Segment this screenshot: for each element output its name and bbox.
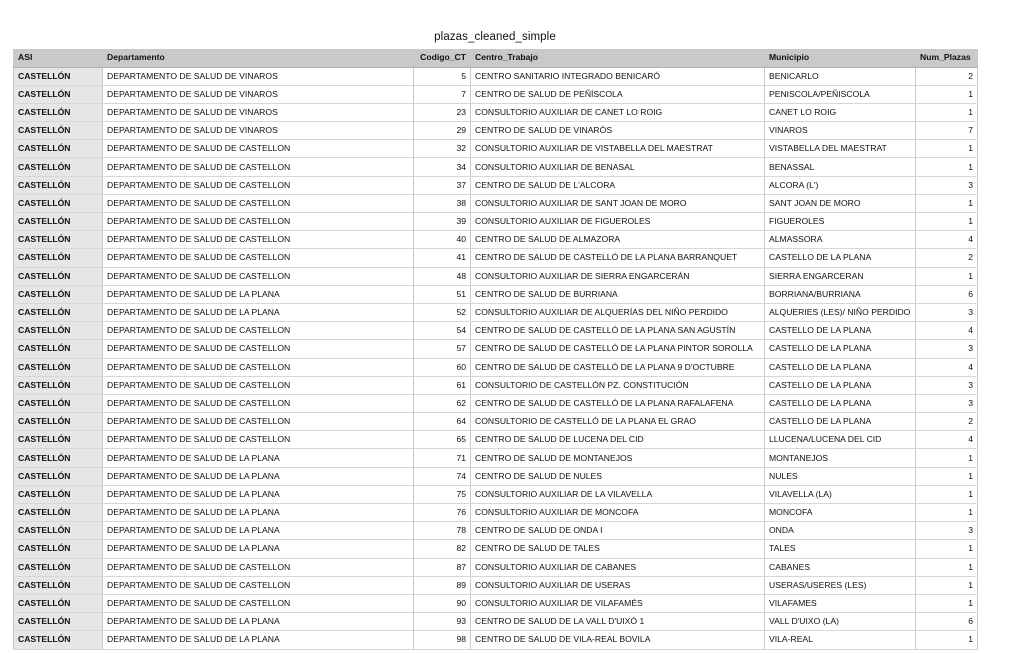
table-row[interactable] [14, 194, 978, 212]
municipio-cell[interactable]: FIGUEROLES [765, 213, 916, 231]
table-row[interactable] [14, 340, 978, 358]
municipio-cell[interactable]: CASTELLO DE LA PLANA [765, 394, 916, 412]
table-row[interactable] [14, 613, 978, 631]
asi-cell[interactable]: CASTELLÓN [14, 449, 103, 467]
municipio-cell[interactable]: MONTANEJOS [765, 449, 916, 467]
num-plazas-cell[interactable]: 2 [916, 249, 978, 267]
codigo-ct-cell[interactable]: 5 [414, 67, 471, 85]
centro-trabajo-cell[interactable]: CONSULTORIO AUXILIAR DE VISTABELLA DEL MAESTRAT [471, 140, 765, 158]
num-plazas-cell[interactable]: 1 [916, 449, 978, 467]
municipio-cell[interactable]: CABANES [765, 558, 916, 576]
codigo-ct-cell[interactable]: 39 [414, 213, 471, 231]
centro-trabajo-cell[interactable]: CENTRO DE SALUD DE NULES [471, 467, 765, 485]
codigo-ct-cell[interactable]: 38 [414, 194, 471, 212]
table-row[interactable] [14, 158, 978, 176]
num-plazas-cell[interactable]: 3 [916, 303, 978, 321]
num-plazas-cell[interactable]: 1 [916, 103, 978, 121]
codigo-ct-cell[interactable]: 51 [414, 285, 471, 303]
codigo-ct-cell[interactable]: 64 [414, 413, 471, 431]
num-plazas-cell[interactable]: 1 [916, 558, 978, 576]
asi-cell[interactable]: CASTELLÓN [14, 613, 103, 631]
departamento-cell[interactable]: DEPARTAMENTO DE SALUD DE LA PLANA [103, 303, 414, 321]
asi-cell[interactable]: CASTELLÓN [14, 122, 103, 140]
departamento-cell[interactable]: DEPARTAMENTO DE SALUD DE CASTELLON [103, 231, 414, 249]
centro-trabajo-cell[interactable]: CONSULTORIO AUXILIAR DE MONCOFA [471, 504, 765, 522]
table-row[interactable] [14, 67, 978, 85]
centro-trabajo-cell[interactable]: CENTRO DE SALUD DE CASTELLÓ DE LA PLANA RAFALAFENA [471, 394, 765, 412]
column-header-asi[interactable]: ASI [14, 49, 103, 67]
departamento-cell[interactable]: DEPARTAMENTO DE SALUD DE CASTELLON [103, 158, 414, 176]
municipio-cell[interactable]: BENICARLO [765, 67, 916, 85]
centro-trabajo-cell[interactable]: CENTRO DE SALUD DE VILA-REAL BOVILA [471, 631, 765, 649]
municipio-cell[interactable]: USERAS/USERES (LES) [765, 576, 916, 594]
municipio-cell[interactable]: VISTABELLA DEL MAESTRAT [765, 140, 916, 158]
municipio-cell[interactable]: CASTELLO DE LA PLANA [765, 358, 916, 376]
table-row[interactable] [14, 631, 978, 649]
asi-cell[interactable]: CASTELLÓN [14, 504, 103, 522]
centro-trabajo-cell[interactable]: CENTRO DE SALUD DE CASTELLÓ DE LA PLANA PINTOR SOROLLA [471, 340, 765, 358]
codigo-ct-cell[interactable]: 74 [414, 467, 471, 485]
municipio-cell[interactable]: CASTELLO DE LA PLANA [765, 376, 916, 394]
asi-cell[interactable]: CASTELLÓN [14, 249, 103, 267]
table-row[interactable] [14, 358, 978, 376]
codigo-ct-cell[interactable]: 62 [414, 394, 471, 412]
centro-trabajo-cell[interactable]: CONSULTORIO AUXILIAR DE ALQUERÍAS DEL NIÑO PERDIDO [471, 303, 765, 321]
municipio-cell[interactable]: VALL D'UIXO (LA) [765, 613, 916, 631]
asi-cell[interactable]: CASTELLÓN [14, 303, 103, 321]
num-plazas-cell[interactable]: 1 [916, 158, 978, 176]
codigo-ct-cell[interactable]: 87 [414, 558, 471, 576]
departamento-cell[interactable]: DEPARTAMENTO DE SALUD DE CASTELLON [103, 176, 414, 194]
codigo-ct-cell[interactable]: 23 [414, 103, 471, 121]
codigo-ct-cell[interactable]: 29 [414, 122, 471, 140]
asi-cell[interactable]: CASTELLÓN [14, 413, 103, 431]
asi-cell[interactable]: CASTELLÓN [14, 140, 103, 158]
asi-cell[interactable]: CASTELLÓN [14, 376, 103, 394]
departamento-cell[interactable]: DEPARTAMENTO DE SALUD DE CASTELLON [103, 576, 414, 594]
departamento-cell[interactable]: DEPARTAMENTO DE SALUD DE VINAROS [103, 67, 414, 85]
municipio-cell[interactable]: ALQUERIES (LES)/ NIÑO PERDIDO [765, 303, 916, 321]
num-plazas-cell[interactable]: 4 [916, 431, 978, 449]
num-plazas-cell[interactable]: 3 [916, 376, 978, 394]
centro-trabajo-cell[interactable]: CONSULTORIO DE CASTELLÓ DE LA PLANA EL GRAO [471, 413, 765, 431]
centro-trabajo-cell[interactable]: CONSULTORIO AUXILIAR DE VILAFAMÉS [471, 594, 765, 612]
centro-trabajo-cell[interactable]: CENTRO SANITARIO INTEGRADO BENICARÓ [471, 67, 765, 85]
column-header-codigo-ct[interactable]: Codigo_CT [414, 49, 471, 67]
codigo-ct-cell[interactable]: 34 [414, 158, 471, 176]
codigo-ct-cell[interactable]: 60 [414, 358, 471, 376]
centro-trabajo-cell[interactable]: CENTRO DE SALUD DE CASTELLÓ DE LA PLANA SAN AGUSTÍN [471, 322, 765, 340]
codigo-ct-cell[interactable]: 32 [414, 140, 471, 158]
centro-trabajo-cell[interactable]: CENTRO DE SALUD DE VINARÒS [471, 122, 765, 140]
num-plazas-cell[interactable]: 3 [916, 176, 978, 194]
table-row[interactable] [14, 467, 978, 485]
centro-trabajo-cell[interactable]: CENTRO DE SALUD DE L'ALCORA [471, 176, 765, 194]
asi-cell[interactable]: CASTELLÓN [14, 394, 103, 412]
num-plazas-cell[interactable]: 2 [916, 413, 978, 431]
codigo-ct-cell[interactable]: 98 [414, 631, 471, 649]
centro-trabajo-cell[interactable]: CENTRO DE SALUD DE BURRIANA [471, 285, 765, 303]
codigo-ct-cell[interactable]: 7 [414, 85, 471, 103]
num-plazas-cell[interactable]: 4 [916, 358, 978, 376]
municipio-cell[interactable]: CASTELLO DE LA PLANA [765, 413, 916, 431]
table-row[interactable] [14, 122, 978, 140]
departamento-cell[interactable]: DEPARTAMENTO DE SALUD DE CASTELLON [103, 376, 414, 394]
departamento-cell[interactable]: DEPARTAMENTO DE SALUD DE CASTELLON [103, 267, 414, 285]
num-plazas-cell[interactable]: 3 [916, 522, 978, 540]
departamento-cell[interactable]: DEPARTAMENTO DE SALUD DE CASTELLON [103, 358, 414, 376]
num-plazas-cell[interactable]: 1 [916, 576, 978, 594]
table-row[interactable] [14, 103, 978, 121]
departamento-cell[interactable]: DEPARTAMENTO DE SALUD DE LA PLANA [103, 540, 414, 558]
table-row[interactable] [14, 485, 978, 503]
departamento-cell[interactable]: DEPARTAMENTO DE SALUD DE VINAROS [103, 103, 414, 121]
municipio-cell[interactable]: ALCORA (L') [765, 176, 916, 194]
codigo-ct-cell[interactable]: 71 [414, 449, 471, 467]
departamento-cell[interactable]: DEPARTAMENTO DE SALUD DE LA PLANA [103, 449, 414, 467]
asi-cell[interactable]: CASTELLÓN [14, 176, 103, 194]
asi-cell[interactable]: CASTELLÓN [14, 85, 103, 103]
centro-trabajo-cell[interactable]: CENTRO DE SALUD DE ONDA I [471, 522, 765, 540]
centro-trabajo-cell[interactable]: CENTRO DE SALUD DE ALMAZORA [471, 231, 765, 249]
municipio-cell[interactable]: BORRIANA/BURRIANA [765, 285, 916, 303]
centro-trabajo-cell[interactable]: CONSULTORIO AUXILIAR DE CANET LO ROIG [471, 103, 765, 121]
departamento-cell[interactable]: DEPARTAMENTO DE SALUD DE CASTELLON [103, 140, 414, 158]
centro-trabajo-cell[interactable]: CONSULTORIO AUXILIAR DE SIERRA ENGARCERÁN [471, 267, 765, 285]
codigo-ct-cell[interactable]: 75 [414, 485, 471, 503]
departamento-cell[interactable]: DEPARTAMENTO DE SALUD DE CASTELLON [103, 249, 414, 267]
codigo-ct-cell[interactable]: 78 [414, 522, 471, 540]
departamento-cell[interactable]: DEPARTAMENTO DE SALUD DE VINAROS [103, 122, 414, 140]
departamento-cell[interactable]: DEPARTAMENTO DE SALUD DE LA PLANA [103, 613, 414, 631]
table-body [14, 67, 978, 649]
num-plazas-cell[interactable]: 3 [916, 394, 978, 412]
centro-trabajo-cell[interactable]: CENTRO DE SALUD DE TALES [471, 540, 765, 558]
asi-cell[interactable]: CASTELLÓN [14, 631, 103, 649]
num-plazas-cell[interactable]: 1 [916, 194, 978, 212]
table-row[interactable] [14, 322, 978, 340]
departamento-cell[interactable]: DEPARTAMENTO DE SALUD DE CASTELLON [103, 431, 414, 449]
departamento-cell[interactable]: DEPARTAMENTO DE SALUD DE CASTELLON [103, 413, 414, 431]
municipio-cell[interactable]: CASTELLO DE LA PLANA [765, 249, 916, 267]
asi-cell[interactable]: CASTELLÓN [14, 576, 103, 594]
municipio-cell[interactable]: CASTELLO DE LA PLANA [765, 322, 916, 340]
municipio-cell[interactable]: ALMASSORA [765, 231, 916, 249]
centro-trabajo-cell[interactable]: CONSULTORIO AUXILIAR DE FIGUEROLES [471, 213, 765, 231]
codigo-ct-cell[interactable]: 52 [414, 303, 471, 321]
departamento-cell[interactable]: DEPARTAMENTO DE SALUD DE LA PLANA [103, 467, 414, 485]
centro-trabajo-cell[interactable]: CENTRO DE SALUD DE CASTELLÓ DE LA PLANA 9 D'OCTUBRE [471, 358, 765, 376]
departamento-cell[interactable]: DEPARTAMENTO DE SALUD DE LA PLANA [103, 485, 414, 503]
column-header-centro-trabajo[interactable]: Centro_Trabajo [471, 49, 765, 67]
num-plazas-cell[interactable]: 6 [916, 285, 978, 303]
codigo-ct-cell[interactable]: 82 [414, 540, 471, 558]
departamento-cell[interactable]: DEPARTAMENTO DE SALUD DE LA PLANA [103, 285, 414, 303]
asi-cell[interactable]: CASTELLÓN [14, 485, 103, 503]
codigo-ct-cell[interactable]: 76 [414, 504, 471, 522]
departamento-cell[interactable]: DEPARTAMENTO DE SALUD DE LA PLANA [103, 522, 414, 540]
centro-trabajo-cell[interactable]: CONSULTORIO AUXILIAR DE BENASAL [471, 158, 765, 176]
codigo-ct-cell[interactable]: 40 [414, 231, 471, 249]
num-plazas-cell[interactable]: 1 [916, 504, 978, 522]
municipio-cell[interactable]: VINAROS [765, 122, 916, 140]
table-row[interactable] [14, 285, 978, 303]
num-plazas-cell[interactable]: 1 [916, 140, 978, 158]
codigo-ct-cell[interactable]: 54 [414, 322, 471, 340]
asi-cell[interactable]: CASTELLÓN [14, 267, 103, 285]
asi-cell[interactable]: CASTELLÓN [14, 522, 103, 540]
num-plazas-cell[interactable]: 2 [916, 67, 978, 85]
num-plazas-cell[interactable]: 4 [916, 231, 978, 249]
codigo-ct-cell[interactable]: 57 [414, 340, 471, 358]
codigo-ct-cell[interactable]: 41 [414, 249, 471, 267]
num-plazas-cell[interactable]: 1 [916, 85, 978, 103]
num-plazas-cell[interactable]: 7 [916, 122, 978, 140]
table-row[interactable] [14, 140, 978, 158]
asi-cell[interactable]: CASTELLÓN [14, 213, 103, 231]
centro-trabajo-cell[interactable]: CENTRO DE SALUD DE MONTANEJOS [471, 449, 765, 467]
municipio-cell[interactable]: NULES [765, 467, 916, 485]
departamento-cell[interactable]: DEPARTAMENTO DE SALUD DE LA PLANA [103, 631, 414, 649]
departamento-cell[interactable]: DEPARTAMENTO DE SALUD DE CASTELLON [103, 340, 414, 358]
centro-trabajo-cell[interactable]: CENTRO DE SALUD DE PEÑÍSCOLA [471, 85, 765, 103]
num-plazas-cell[interactable]: 1 [916, 631, 978, 649]
municipio-cell[interactable]: LLUCENA/LUCENA DEL CID [765, 431, 916, 449]
table-row[interactable] [14, 394, 978, 412]
municipio-cell[interactable]: MONCOFA [765, 504, 916, 522]
num-plazas-cell[interactable]: 4 [916, 322, 978, 340]
table-row[interactable] [14, 231, 978, 249]
municipio-cell[interactable]: SIERRA ENGARCERAN [765, 267, 916, 285]
sheet-title: plazas_cleaned_simple [434, 31, 556, 43]
asi-cell[interactable]: CASTELLÓN [14, 158, 103, 176]
municipio-cell[interactable]: SANT JOAN DE MORO [765, 194, 916, 212]
table-row[interactable] [14, 522, 978, 540]
centro-trabajo-cell[interactable]: CONSULTORIO AUXILIAR DE CABANES [471, 558, 765, 576]
departamento-cell[interactable]: DEPARTAMENTO DE SALUD DE LA PLANA [103, 504, 414, 522]
asi-cell[interactable]: CASTELLÓN [14, 431, 103, 449]
table-row[interactable] [14, 504, 978, 522]
table-header-row [14, 49, 978, 67]
column-header-departamento[interactable]: Departamento [103, 49, 414, 67]
num-plazas-cell[interactable]: 3 [916, 340, 978, 358]
column-header-num-plazas[interactable]: Num_Plazas [916, 49, 978, 67]
centro-trabajo-cell[interactable]: CENTRO DE SALUD DE CASTELLÓ DE LA PLANA BARRANQUET [471, 249, 765, 267]
asi-cell[interactable]: CASTELLÓN [14, 558, 103, 576]
centro-trabajo-cell[interactable]: CENTRO DE SALUD DE LA VALL D'UIXÓ 1 [471, 613, 765, 631]
num-plazas-cell[interactable]: 1 [916, 213, 978, 231]
asi-cell[interactable]: CASTELLÓN [14, 322, 103, 340]
municipio-cell[interactable]: TALES [765, 540, 916, 558]
num-plazas-cell[interactable]: 1 [916, 467, 978, 485]
table-row[interactable] [14, 540, 978, 558]
municipio-cell[interactable]: VILA-REAL [765, 631, 916, 649]
asi-cell[interactable]: CASTELLÓN [14, 285, 103, 303]
table-row[interactable] [14, 376, 978, 394]
table-row[interactable] [14, 176, 978, 194]
asi-cell[interactable]: CASTELLÓN [14, 67, 103, 85]
num-plazas-cell[interactable]: 1 [916, 594, 978, 612]
table-row[interactable] [14, 449, 978, 467]
departamento-cell[interactable]: DEPARTAMENTO DE SALUD DE CASTELLON [103, 213, 414, 231]
table-row[interactable] [14, 85, 978, 103]
departamento-cell[interactable]: DEPARTAMENTO DE SALUD DE CASTELLON [103, 394, 414, 412]
codigo-ct-cell[interactable]: 37 [414, 176, 471, 194]
num-plazas-cell[interactable]: 1 [916, 485, 978, 503]
table-row[interactable] [14, 413, 978, 431]
codigo-ct-cell[interactable]: 48 [414, 267, 471, 285]
municipio-cell[interactable]: VILAVELLA (LA) [765, 485, 916, 503]
departamento-cell[interactable]: DEPARTAMENTO DE SALUD DE CASTELLON [103, 594, 414, 612]
municipio-cell[interactable]: PENISCOLA/PEÑISCOLA [765, 85, 916, 103]
departamento-cell[interactable]: DEPARTAMENTO DE SALUD DE CASTELLON [103, 194, 414, 212]
departamento-cell[interactable]: DEPARTAMENTO DE SALUD DE CASTELLON [103, 322, 414, 340]
asi-cell[interactable]: CASTELLÓN [14, 540, 103, 558]
municipio-cell[interactable]: ONDA [765, 522, 916, 540]
departamento-cell[interactable]: DEPARTAMENTO DE SALUD DE CASTELLON [103, 558, 414, 576]
codigo-ct-cell[interactable]: 65 [414, 431, 471, 449]
centro-trabajo-cell[interactable]: CONSULTORIO AUXILIAR DE USERAS [471, 576, 765, 594]
column-header-municipio[interactable]: Municipio [765, 49, 916, 67]
codigo-ct-cell[interactable]: 93 [414, 613, 471, 631]
table-row[interactable] [14, 267, 978, 285]
table-row[interactable] [14, 213, 978, 231]
codigo-ct-cell[interactable]: 90 [414, 594, 471, 612]
table-row[interactable] [14, 303, 978, 321]
centro-trabajo-cell[interactable]: CONSULTORIO AUXILIAR DE LA VILAVELLA [471, 485, 765, 503]
num-plazas-cell[interactable]: 1 [916, 540, 978, 558]
asi-cell[interactable]: CASTELLÓN [14, 194, 103, 212]
centro-trabajo-cell[interactable]: CONSULTORIO AUXILIAR DE SANT JOAN DE MORO [471, 194, 765, 212]
asi-cell[interactable]: CASTELLÓN [14, 231, 103, 249]
table-row[interactable] [14, 431, 978, 449]
num-plazas-cell[interactable]: 1 [916, 267, 978, 285]
table-row[interactable] [14, 576, 978, 594]
codigo-ct-cell[interactable]: 89 [414, 576, 471, 594]
codigo-ct-cell[interactable]: 61 [414, 376, 471, 394]
asi-cell[interactable]: CASTELLÓN [14, 103, 103, 121]
municipio-cell[interactable]: CASTELLO DE LA PLANA [765, 340, 916, 358]
asi-cell[interactable]: CASTELLÓN [14, 467, 103, 485]
table-row[interactable] [14, 594, 978, 612]
departamento-cell[interactable]: DEPARTAMENTO DE SALUD DE VINAROS [103, 85, 414, 103]
municipio-cell[interactable]: VILAFAMES [765, 594, 916, 612]
num-plazas-cell[interactable]: 6 [916, 613, 978, 631]
asi-cell[interactable]: CASTELLÓN [14, 358, 103, 376]
data-table [13, 49, 978, 650]
table-row[interactable] [14, 558, 978, 576]
asi-cell[interactable]: CASTELLÓN [14, 594, 103, 612]
asi-cell[interactable]: CASTELLÓN [14, 340, 103, 358]
centro-trabajo-cell[interactable]: CENTRO DE SALUD DE LUCENA DEL CID [471, 431, 765, 449]
table-row[interactable] [14, 249, 978, 267]
municipio-cell[interactable]: CANET LO ROIG [765, 103, 916, 121]
municipio-cell[interactable]: BENASSAL [765, 158, 916, 176]
centro-trabajo-cell[interactable]: CONSULTORIO DE CASTELLÓN PZ. CONSTITUCIÓN [471, 376, 765, 394]
